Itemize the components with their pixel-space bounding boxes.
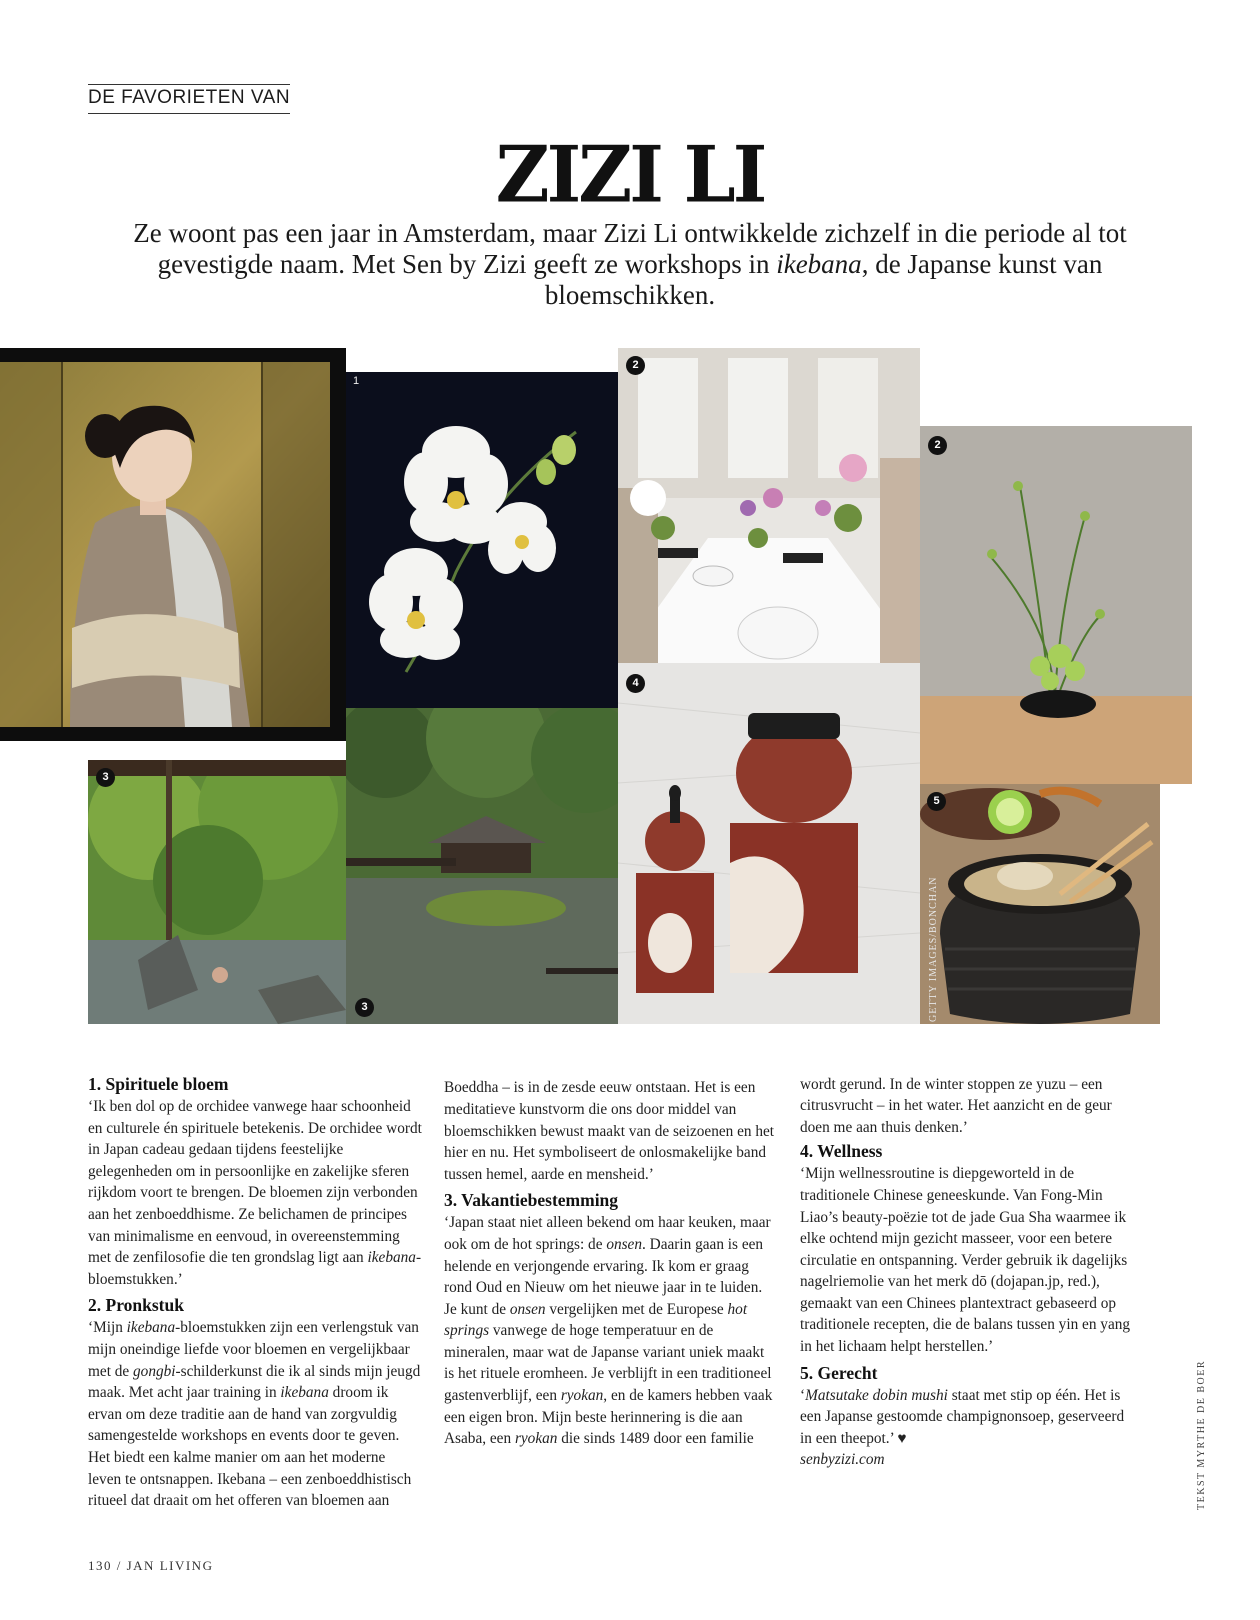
section-3-text-d: vanwege de hoge temperatuur en de mineralen, maar wat de Japanse variant uniek maakt is het rituele eromheen. Je verblijft in een traditioneel gastenverblijf, een [444, 1322, 772, 1405]
photo-number-4: 4 [626, 674, 645, 693]
section-3-text-c: vergelijken met de Europese [545, 1300, 728, 1318]
section-body-1 [88, 1096, 422, 1290]
section-2-tail [444, 1073, 778, 1185]
photo-number-2-ikebana: 2 [928, 436, 947, 455]
photo-number-2: 2 [626, 356, 645, 375]
section-body-5 [800, 1385, 1134, 1450]
skincare-illustration [618, 663, 920, 1024]
section-2-text-d-continued: Boeddha – is in de zesde eeuw ontstaan. Het is een meditatieve kunstvorm die ons door middel van bloemschikken bewust maakt van de seizoenen en het hier en nu. Het symboliseert de onlosmakelijke band tussen hemel, aarde en mensheid.’ [444, 1079, 775, 1183]
article-column-1 [88, 1073, 422, 1507]
section-3-text-e: , en de kamers hebben vaak een eigen bron. Mijn beste herinnering is die aan Asaba, een [444, 1387, 773, 1448]
section-3-text-f-continued: wordt gerund. In de winter stoppen ze yuzu – een citrusvrucht – in het water. Het aanzicht en de geur doen me aan thuis denken.’ [800, 1075, 1112, 1136]
section-heading-2: 2. Pronkstuk [88, 1295, 184, 1316]
photo-number-3-temple: 3 [355, 998, 374, 1017]
intro-text-1: Ze woont pas een jaar in Amsterdam, maar Zizi Li ontwikkelde zichzelf in die periode al tot gevestigde naam. Met Sen by Zizi geeft ze workshops in [133, 218, 1127, 279]
section-heading-4: 4. Wellness [800, 1141, 883, 1162]
section-3-tail [800, 1073, 1134, 1138]
section-body-2 [88, 1317, 422, 1507]
ikebana-photo [920, 426, 1192, 784]
section-1-emphasis: ikebana [367, 1249, 416, 1267]
section-heading-3: 3. Vakantiebestemming [444, 1190, 619, 1211]
website-link-text[interactable]: senbyzizi.com [800, 1451, 885, 1469]
orchid-illustration [346, 372, 618, 708]
intro-text-2: , de Japanse kunst van bloemschikken. [544, 249, 1103, 310]
section-2-emphasis-3: ikebana [280, 1384, 329, 1402]
photo-number-3: 3 [96, 768, 115, 787]
intro-emphasis: ikebana [776, 249, 862, 279]
intro-paragraph [130, 218, 1130, 311]
section-2-text-d: droom ik ervan om deze traditie aan de hand van zorgvuldig samengestelde workshops en events door te geven. Het biedt een kalme manier om aan het moderne leven te ontsnappen. Ikebana – een zenboeddhistisch ritueel dat draait om het offeren van bloemen aan [88, 1384, 412, 1508]
workshop-photo [618, 348, 920, 663]
page-folio: 130 / JAN LIVING [88, 1558, 214, 1573]
section-2-text-b: -bloemstukken zijn een verlengstuk van mijn oneindige liefde voor bloemen en vergelijkbaar met de [88, 1319, 419, 1380]
section-2-text-c: -schilderkunst die ik al sinds mijn jeugd maak. Met acht jaar training in [88, 1362, 421, 1402]
article-column-2 [444, 1073, 778, 1449]
temple-illustration [346, 708, 618, 1024]
section-3-emphasis-4: ryokan [560, 1387, 604, 1405]
section-2-text-a: ‘Mijn [88, 1319, 127, 1337]
section-body-4: ‘Mijn wellnessroutine is diepgeworteld in de traditionele Chinese geneeskunde. Van Fong-Min Liao’s beauty-poëzie tot de jade Gua Sha waarmee ik elke ochtend mijn gezicht masseer, voor een betere circulatie en ontspanning. Verder gebruik ik dagelijks nagelriemolie van het merk dō (dojapan.jp, red.), gemaakt van een Chinees plantextract gebaseerd op traditionele recepten, die de balans tussen yin en yang in het lichaam helpt herstellen.’ [800, 1165, 1131, 1356]
section-5-emphasis: Matsutake dobin mushi [805, 1386, 948, 1404]
onsen-illustration [88, 760, 346, 1024]
section-5-text-a: ‘ [800, 1386, 806, 1404]
section-3-emphasis-2: onsen [509, 1300, 546, 1318]
section-3-text-f: die sinds 1489 door een familie [561, 1430, 754, 1448]
section-body-3 [444, 1212, 778, 1449]
ikebana-illustration [920, 426, 1192, 784]
section-2-emphasis-1: ikebana [126, 1319, 176, 1337]
section-3-emphasis-1: onsen [606, 1235, 643, 1253]
section-2-emphasis-2: gongbi [133, 1362, 176, 1380]
temple-photo [346, 708, 618, 1024]
section-heading-1: 1. Spirituele bloem [88, 1074, 229, 1094]
section-3-text-b: . Daarin gaan is een helende en verjongende ervaring. Ik kom er graag rond Oud en Nieuw om het nieuwe jaar in te luiden. Je kunt de [444, 1235, 764, 1318]
teapot-illustration [920, 784, 1160, 1024]
author-byline: TEKST MYRTHE DE BOER [1196, 1359, 1207, 1510]
portrait-photo [0, 348, 346, 741]
section-5-text-b: staat met stip op één. Het is een Japanse gestoomde champignonsoep, geserveerd in een theepot.’ ♥ [800, 1386, 1125, 1447]
portrait-illustration [0, 348, 346, 741]
section-1-text-a: ‘Ik ben dol op de orchidee vanwege haar schoonheid en culturele én spirituele betekenis. De orchidee wordt in Japan cadeau gedaan tijdens feestelijke gelegenheden om in persoonlijke en zakelijke sferen rijkdom voort te brengen. De bloemen zijn verbonden aan het zenboeddhisme. Ze belichamen de principes van minimalisme en eenvoud, in overeenstemming met de zenfilosofie die ten grondslag ligt aan [88, 1098, 422, 1267]
skincare-photo [618, 663, 920, 1024]
section-heading-5: 5. Gerecht [800, 1362, 878, 1383]
page-title: ZIZI LI [495, 129, 765, 221]
workshop-illustration [618, 348, 920, 663]
photo-number-5: 5 [927, 792, 946, 811]
photo-credit-food: GETTY IMAGES/BONCHAN [928, 876, 939, 1022]
orchid-photo [346, 372, 618, 708]
article-column-3 [800, 1073, 1134, 1471]
section-3-emphasis-5: ryokan [514, 1430, 558, 1448]
onsen-photo [88, 760, 346, 1024]
section-3-emphasis-3: hot springs [444, 1300, 748, 1340]
photo-number-1: 1 [352, 375, 360, 387]
teapot-soup-photo [920, 784, 1160, 1024]
section-1-text-b: -bloemstukken.’ [88, 1249, 422, 1288]
website-link[interactable] [800, 1449, 1134, 1471]
section-kicker: DE FAVORIETEN VAN [88, 84, 290, 114]
section-3-text-a: ‘Japan staat niet alleen bekend om haar keuken, maar ook om de hot springs: de [444, 1214, 771, 1253]
